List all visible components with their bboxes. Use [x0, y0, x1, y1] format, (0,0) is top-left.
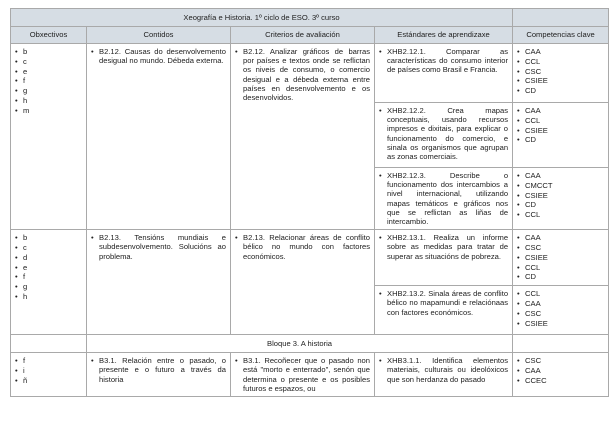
section-row [11, 335, 609, 353]
list-item: • CD [517, 200, 604, 209]
header-competences: Competencias clave [513, 27, 609, 44]
list-item: • CCEC [517, 376, 604, 385]
list-item: • CSC [517, 243, 604, 252]
competences-list [517, 171, 604, 219]
list-item: • e [15, 67, 82, 76]
list-item: • CSIEE [517, 126, 604, 135]
criterion-cell [231, 230, 375, 335]
content-text: • B2.12. Causas do desenvolvemento desigual no mundo. Débeda externa. [91, 47, 226, 65]
objectives-cell [11, 44, 87, 230]
list-item: • m [15, 106, 82, 115]
objectives-list [15, 356, 82, 385]
standard-text: • XHB2.13.1. Realiza un informe sobre as medidas para tratar de superar as situacións de pobreza. [379, 233, 508, 261]
section-spacer [513, 335, 609, 353]
list-item: • i [15, 366, 82, 375]
competences-cell [513, 286, 609, 335]
standard-text: • XHB2.12.3. Describe o funcionamento dos intercambios a nivel internacional, utilizando mapas temáticos e gráficos nos que se reflictan as liñas de intercambio. [379, 171, 508, 226]
list-item: • ñ [15, 376, 82, 385]
objectives-cell [11, 353, 87, 397]
criterion-text: • B3.1. Recoñecer que o pasado non está "morto e enterrado", senón que determina o presente e os posibles futuros e espazos, ou [235, 356, 370, 393]
table-title-row [11, 9, 609, 27]
competences-list [517, 233, 604, 281]
table-row [11, 230, 609, 286]
list-item: • b [15, 233, 82, 242]
competences-cell [513, 353, 609, 397]
standard-text: • XHB2.13.2. Sinala áreas de conflito bélico no mapamundi e relaciónaas con factores económicos. [379, 289, 508, 317]
table-row [11, 44, 609, 103]
criterion-text: • B2.13. Relacionar áreas de conflito bélico no mundo con factores económicos. [235, 233, 370, 261]
list-item: • e [15, 263, 82, 272]
header-criteria: Criterios de avaliación [231, 27, 375, 44]
list-item: • f [15, 272, 82, 281]
content-cell [87, 230, 231, 335]
list-item: • CSIEE [517, 319, 604, 328]
competences-list [517, 106, 604, 145]
competences-list [517, 356, 604, 385]
standard-text: • XHB2.12.2. Crea mapas conceptuais, usando recursos impresos e dixitais, para explicar o funcionamento do comercio, e sinala os organismos que agrupan as zonas comerciais. [379, 106, 508, 161]
table-row [11, 353, 609, 397]
list-item: • h [15, 292, 82, 301]
criterion-text: • B2.12. Analizar gráficos de barras por países e textos onde se reflictan os niveis de consumo, o comercio desigual e a débeda externa entre países en desenvolvemento e os desenvolvidos. [235, 47, 370, 102]
list-item: • CAA [517, 171, 604, 180]
curriculum-table-container [10, 8, 608, 397]
list-item: • CSC [517, 356, 604, 365]
objectives-list [15, 47, 82, 115]
list-item: • g [15, 282, 82, 291]
list-item: • CSC [517, 309, 604, 318]
criterion-cell [231, 44, 375, 230]
list-item: • CAA [517, 233, 604, 242]
list-item: • CCL [517, 263, 604, 272]
standard-text: • XHB2.12.1. Comparar as características do consumo interior de países como Brasil e Francia. [379, 47, 508, 75]
list-item: • g [15, 86, 82, 95]
criterion-cell [231, 353, 375, 397]
content-text: • B3.1. Relación entre o pasado, o presente e o futuro a través da historia [91, 356, 226, 384]
content-cell [87, 44, 231, 230]
standard-cell [375, 44, 513, 103]
header-objectives: Obxectivos [11, 27, 87, 44]
list-item: • CCL [517, 57, 604, 66]
list-item: • CAA [517, 47, 604, 56]
standard-text: • XHB3.1.1. Identifica elementos materiais, culturais ou ideolóxicos que son herdanza do pasado [379, 356, 508, 384]
list-item: • f [15, 356, 82, 365]
standard-cell [375, 353, 513, 397]
header-row [11, 27, 609, 44]
header-standards: Estándares de aprendizaxe [375, 27, 513, 44]
list-item: • h [15, 96, 82, 105]
table-title: Xeografía e Historia. 1º ciclo de ESO. 3º curso [11, 9, 513, 27]
header-contents: Contidos [87, 27, 231, 44]
list-item: • b [15, 47, 82, 56]
list-item: • CCL [517, 116, 604, 125]
list-item: • CSC [517, 67, 604, 76]
section-title: Bloque 3. A historia [87, 335, 513, 353]
standard-cell [375, 286, 513, 335]
competences-cell [513, 168, 609, 230]
competences-cell [513, 230, 609, 286]
content-text: • B2.13. Tensións mundiais e subdesenvolvemento. Solucións ao problema. [91, 233, 226, 261]
competences-cell [513, 44, 609, 103]
curriculum-table [10, 8, 609, 397]
content-cell [87, 353, 231, 397]
list-item: • CMCCT [517, 181, 604, 190]
list-item: • CD [517, 135, 604, 144]
list-item: • c [15, 243, 82, 252]
list-item: • CD [517, 272, 604, 281]
list-item: • CSIEE [517, 253, 604, 262]
list-item: • CCL [517, 210, 604, 219]
list-item: • d [15, 253, 82, 262]
competences-cell [513, 103, 609, 168]
list-item: • CSIEE [517, 76, 604, 85]
standard-cell [375, 103, 513, 168]
list-item: • CSIEE [517, 191, 604, 200]
competences-list [517, 289, 604, 328]
list-item: • CAA [517, 299, 604, 308]
list-item: • f [15, 76, 82, 85]
objectives-list [15, 233, 82, 301]
list-item: • CAA [517, 366, 604, 375]
competences-list [517, 47, 604, 95]
section-spacer [11, 335, 87, 353]
list-item: • CD [517, 86, 604, 95]
standard-cell [375, 168, 513, 230]
objectives-cell [11, 230, 87, 335]
list-item: • CAA [517, 106, 604, 115]
table-title-spacer [513, 9, 609, 27]
standard-cell [375, 230, 513, 286]
list-item: • CCL [517, 289, 604, 298]
list-item: • c [15, 57, 82, 66]
